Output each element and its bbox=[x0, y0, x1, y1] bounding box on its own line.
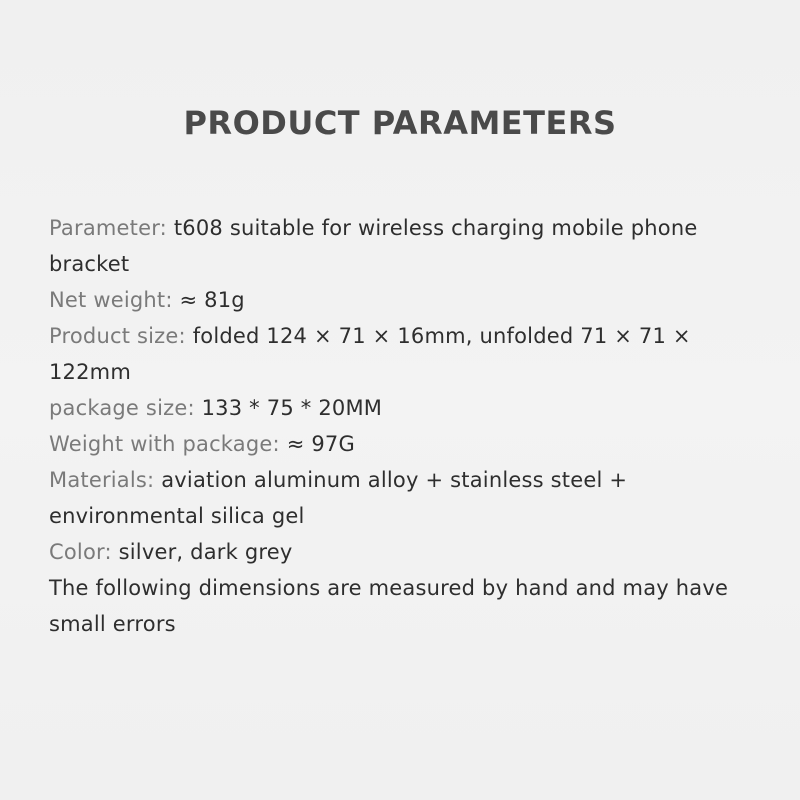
product-size-row bbox=[49, 318, 769, 390]
net-weight-value: ≈ 81g bbox=[179, 288, 245, 312]
net-weight-row bbox=[49, 282, 769, 318]
measurement-note: The following dimensions are measured by hand and may have small errors bbox=[49, 576, 729, 636]
materials-value: aviation aluminum alloy + stainless steel + environmental silica gel bbox=[49, 468, 628, 528]
page-title: PRODUCT PARAMETERS bbox=[183, 104, 617, 142]
net-weight-label: Net weight: bbox=[49, 288, 173, 312]
color-row bbox=[49, 534, 769, 570]
package-weight-value: ≈ 97G bbox=[286, 432, 355, 456]
package-weight-row bbox=[49, 426, 769, 462]
parameter-list bbox=[49, 210, 769, 642]
product-size-value: folded 124 × 71 × 16mm, unfolded 71 × 71 × 122mm bbox=[49, 324, 691, 384]
materials-label: Materials: bbox=[49, 468, 155, 492]
parameter-value: t608 suitable for wireless charging mobile phone bracket bbox=[49, 216, 698, 276]
product-size-label: Product size: bbox=[49, 324, 186, 348]
package-size-label: package size: bbox=[49, 396, 195, 420]
parameter-label: Parameter: bbox=[49, 216, 167, 240]
parameter-row bbox=[49, 210, 769, 282]
color-value: silver, dark grey bbox=[118, 540, 293, 564]
package-size-value: 133 * 75 * 20MM bbox=[201, 396, 383, 420]
color-label: Color: bbox=[49, 540, 112, 564]
package-size-row bbox=[49, 390, 769, 426]
materials-row bbox=[49, 462, 769, 534]
package-weight-label: Weight with package: bbox=[49, 432, 280, 456]
